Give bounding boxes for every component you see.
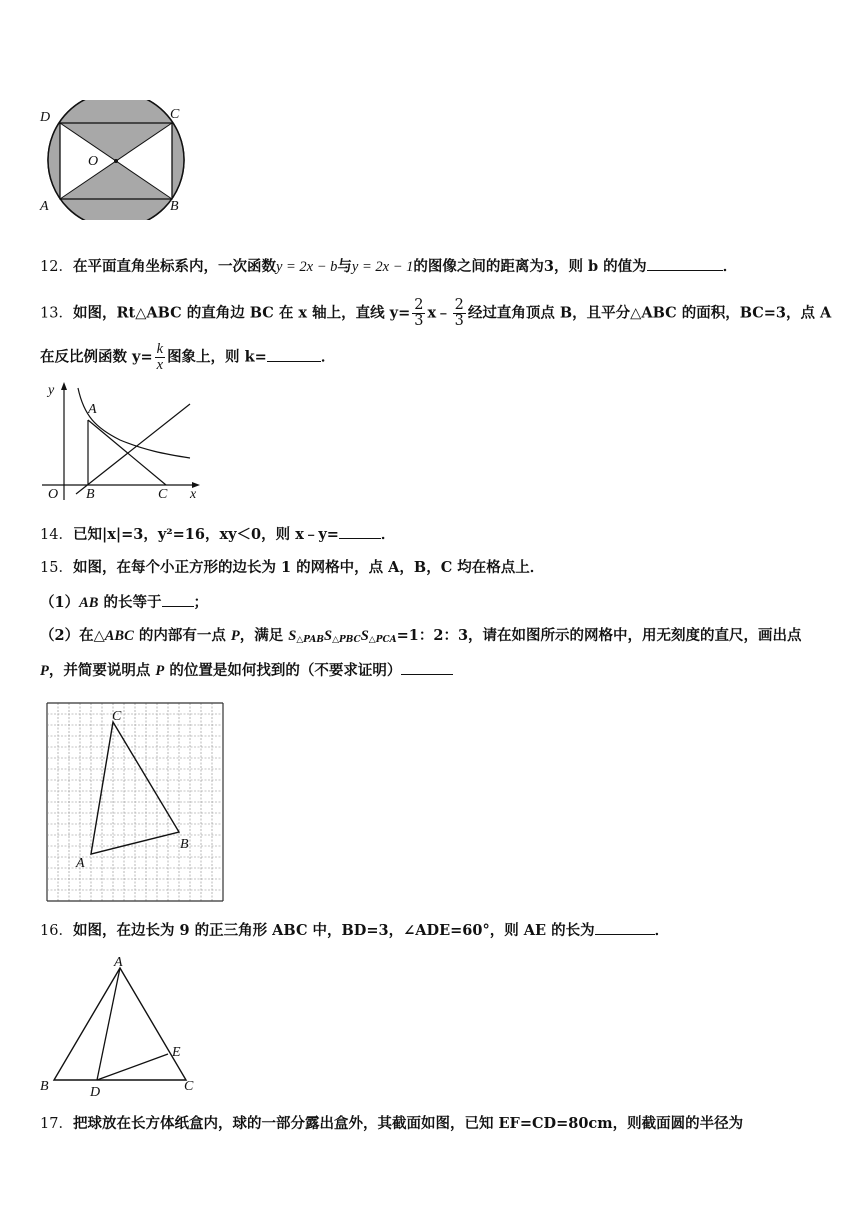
question-15-part-2-line-2: P，并简要说明点 P 的位置是如何找到的（不要求证明）	[40, 660, 453, 681]
label-c: C	[170, 107, 180, 122]
formula-1: y = 2x − b	[275, 259, 338, 275]
segment-ad	[97, 968, 120, 1080]
question-13-line-2: 在反比例函数 y= $\frac{k}{x}$ 图象上，则 k= ．	[40, 341, 336, 373]
label-d: D	[90, 1085, 101, 1100]
figure-circle-rectangle	[36, 100, 196, 220]
question-12: 12．在平面直角坐标系内，一次函数y = 2x − b与y = 2x − 1的图像之间的距离为3，则 b 的值为 ．	[40, 258, 738, 275]
fraction-k-x: $\frac{k}{x}$	[156, 341, 164, 373]
question-15-part-2-line-1: （2）在△ABC 的内部有一点 P，满足 $S_{\triangle PAB}S_{\triangle PBC}S_{\triangle PCA}=1$：2：3，请在如图所示的网格中，用无刻度的直尺，画出点	[40, 627, 802, 645]
fraction-2-3-b: $\frac{2}{3}$	[454, 297, 464, 329]
figure-grid	[44, 700, 226, 902]
label-c: C	[158, 487, 168, 502]
label-d: D	[40, 110, 51, 125]
line-through-b	[76, 404, 190, 494]
answer-blank[interactable]	[162, 592, 194, 607]
label-a: A	[76, 856, 85, 871]
label-b: B	[40, 1079, 49, 1094]
answer-blank[interactable]	[267, 347, 321, 362]
label-a: A	[40, 199, 49, 214]
center-point	[114, 159, 118, 163]
formula-2: y = 2x − 1	[351, 259, 414, 275]
grid-lines	[47, 703, 223, 901]
label-o: O	[48, 487, 59, 502]
label-y: y	[48, 383, 55, 398]
answer-blank[interactable]	[647, 256, 723, 271]
answer-blank[interactable]	[339, 524, 381, 539]
label-a: A	[114, 955, 123, 970]
label-b: B	[170, 199, 179, 214]
answer-blank[interactable]	[595, 920, 655, 935]
question-13-line-1: 13．如图，Rt△ABC 的直角边 BC 在 x 轴上，直线 y= $\frac{2}{3}$ x﹣ $\frac{2}{3}$ 经过直角顶点 B，且平分△ABC 的面积，BC=3，点 A	[40, 297, 832, 329]
question-16: 16．如图，在边长为 9 的正三角形 ABC 中，BD=3，∠ADE=60°，则 AE 的长为 ．	[40, 922, 670, 939]
label-a: A	[88, 402, 97, 417]
answer-blank[interactable]	[401, 660, 453, 675]
figure-graph	[40, 378, 205, 503]
label-c: C	[112, 709, 122, 724]
figure-equilateral-triangle	[36, 950, 206, 1100]
question-15-part-1: （1）AB 的长等于 ；	[40, 594, 208, 611]
triangle-abc	[54, 968, 186, 1080]
fraction-2-3: $\frac{2}{3}$	[414, 297, 424, 329]
label-x: x	[190, 487, 197, 502]
question-15: 15．如图，在每个小正方形的边长为 1 的网格中，点 A，B，C 均在格点上．	[40, 559, 545, 576]
question-14: 14．已知|x|=3，y²=16，xy＜0，则 x﹣y= ．	[40, 526, 396, 543]
label-o: O	[88, 154, 99, 169]
label-c: C	[184, 1079, 194, 1094]
segment-de	[97, 1054, 168, 1080]
label-b: B	[180, 837, 189, 852]
label-b: B	[86, 487, 95, 502]
question-17: 17．把球放在长方体纸盒内，球的一部分露出盒外，其截面如图，已知 EF=CD=80cm，则截面圆的半径为	[40, 1115, 744, 1132]
label-e: E	[172, 1045, 181, 1060]
